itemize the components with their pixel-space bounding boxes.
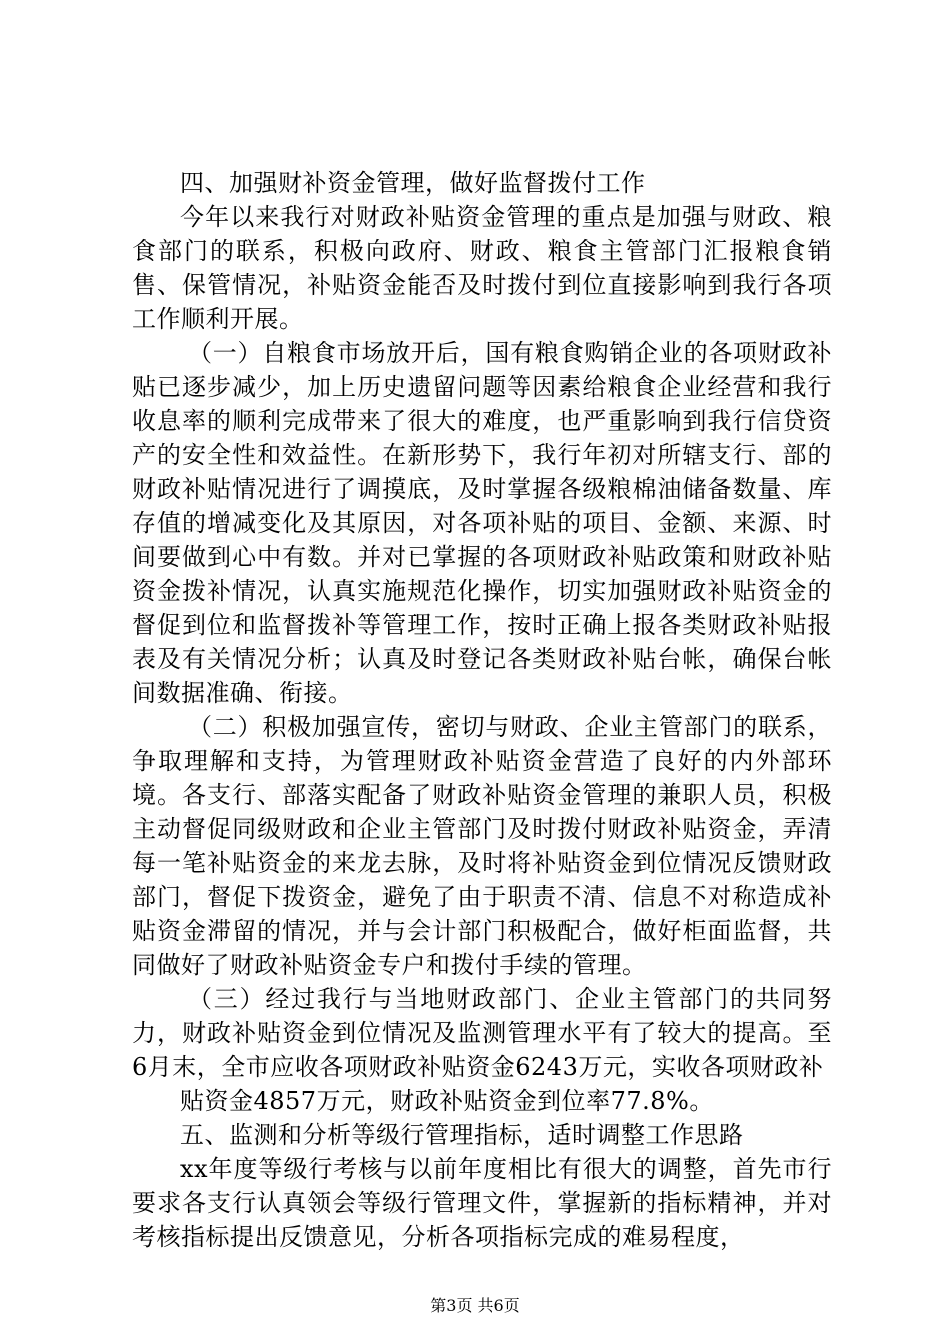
paragraph-item-3: （三）经过我行与当地财政部门、企业主管部门的共同努力，财政补贴资金到位情况及监测管理水平有了较大的提高。至6月末，全市应收各项财政补贴资金6243万元，实收各项财政补 — [132, 985, 832, 1081]
paragraph-item-1: （一）自粮食市场放开后，国有粮食购销企业的各项财政补贴已逐步减少，加上历史遗留问题等因素给粮食企业经营和我行收息率的顺利完成带来了很大的难度，也严重影响到我行信贷资产的安全性和效益性。在新形势下，我行年初对所辖支行、部的财政补贴情况进行了调摸底，及时掌握各级粮棉油储备数量、库存值的增减变化及其原因，对各项补贴的项目、金额、来源、时间要做到心中有数。并对已掌握的各项财政补贴政策和财政补贴资金拨补情况，认真实施规范化操作，切实加强财政补贴资金的督促到位和监督拨补等管理工作，按时正确上报各类财政补贴报表及有关情况分析；认真及时登记各类财政补贴台帐，确保台帐间数据准确、衔接。 — [132, 339, 832, 707]
section-heading-5: 五、监测和分析等级行管理指标，适时调整工作思路 — [180, 1121, 744, 1149]
document-body — [132, 166, 832, 1254]
page-footer: 第3页 共6页 — [430, 1296, 520, 1315]
paragraph-item-3-continued: 贴资金4857万元，财政补贴资金到位率77.8%。 — [180, 1087, 714, 1115]
paragraph-item-2: （二）积极加强宣传，密切与财政、企业主管部门的联系，争取理解和支持，为管理财政补贴资金营造了良好的内外部环境。各支行、部落实配备了财政补贴资金管理的兼职人员，积极主动督促同级财政和企业主管部门及时拨付财政补贴资金，弄清每一笔补贴资金的来龙去脉，及时将补贴资金到位情况反馈财政部门，督促下拨资金，避免了由于职责不清、信息不对称造成补贴资金滞留的情况，并与会计部门积极配合，做好柜面监督，共同做好了财政补贴资金专户和拨付手续的管理。 — [132, 713, 832, 979]
paragraph-section-5: xx年度等级行考核与以前年度相比有很大的调整，首先市行要求各支行认真领会等级行管理文件，掌握新的指标精神，并对考核指标提出反馈意见，分析各项指标完成的难易程度， — [132, 1155, 832, 1251]
section-heading-4: 四、加强财补资金管理，做好监督拨付工作 — [180, 169, 646, 197]
paragraph-intro: 今年以来我行对财政补贴资金管理的重点是加强与财政、粮食部门的联系，积极向政府、财政、粮食主管部门汇报粮食销售、保管情况，补贴资金能否及时拨付到位直接影响到我行各项工作顺利开展。 — [132, 203, 832, 333]
